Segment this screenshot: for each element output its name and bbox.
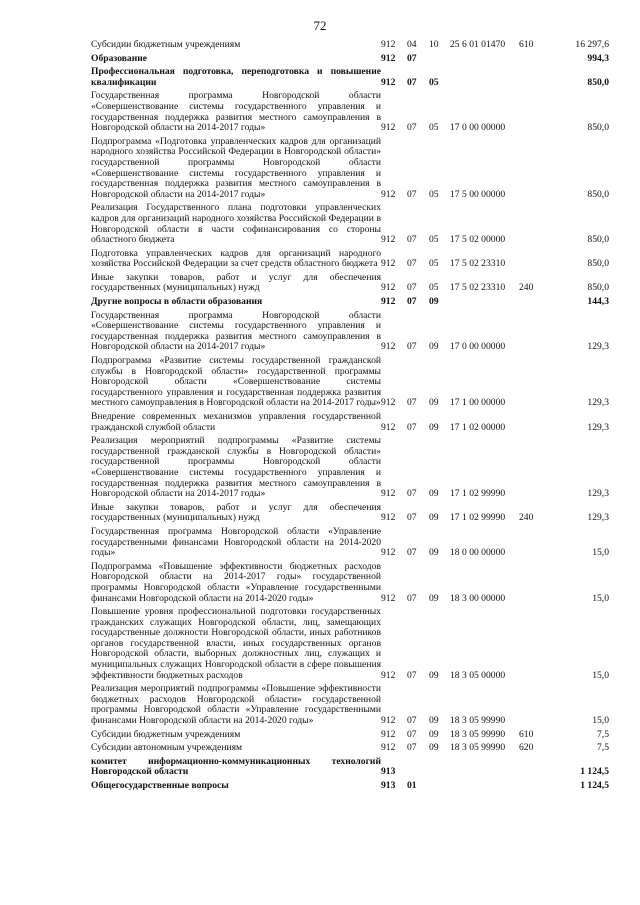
row-expense-type-cell (519, 297, 547, 311)
row-ved-cell: 912 (381, 296, 396, 308)
row-subsection-cell: 09 (429, 512, 439, 524)
row-expense-type-cell: 240 (519, 512, 534, 524)
row-target-article-cell: 17 5 02 23310 (450, 258, 506, 270)
table-row (91, 54, 609, 68)
row-ved-cell: 912 (381, 547, 396, 559)
row-sum-cell: 129,3 (587, 341, 609, 353)
row-name-cell: Подпрограмма «Подготовка управленческих кадров для организаций народного хозяйства Российской Федерации в Новгородской области» государственной программы Новгородской области «Совершенствование системы государственного управления и государственная поддержка развития местного самоуправления в Новгородской области на 2014-2017 годы» (91, 135, 381, 200)
row-sum-cell: 850,0 (587, 258, 609, 270)
row-target-article-cell: 17 5 02 23310 (450, 282, 506, 294)
row-target-article-cell: 17 1 02 99990 (450, 512, 506, 524)
row-section-cell: 07 (407, 188, 417, 200)
row-ved-cell: 912 (381, 282, 396, 294)
row-ved-cell: 912 (381, 592, 396, 604)
row-subsection-cell: 09 (429, 421, 439, 433)
row-subsection-cell: 09 (429, 715, 439, 727)
row-target-article-cell: 18 3 05 99990 (450, 715, 506, 727)
row-name-cell: Общегосударственные вопросы (91, 780, 229, 791)
row-name-cell: Другие вопросы в области образования (91, 296, 263, 308)
row-sum-cell: 994,3 (587, 52, 609, 64)
row-ved-cell: 913 (381, 780, 396, 791)
row-name-cell: Государственная программа Новгородской области «Совершенствование системы государственного управления и государственная поддержка развития местного самоуправления в Новгородской области на 2014-2017 годы» (91, 90, 381, 134)
row-expense-type-cell: 620 (519, 742, 534, 754)
row-target-article-cell: 17 1 00 00000 (450, 397, 506, 409)
row-section-cell: 07 (407, 296, 417, 308)
table-row (91, 503, 609, 527)
row-expense-type-cell (519, 203, 547, 248)
row-section-cell: 07 (407, 488, 417, 500)
row-ved-cell: 912 (381, 76, 396, 88)
row-name-cell: Иные закупки товаров, работ и услуг для обеспечения государственных (муниципальных) нужд (91, 271, 381, 294)
row-ved-cell: 912 (381, 421, 396, 433)
table-row (91, 527, 609, 562)
row-expense-type-cell (519, 137, 547, 204)
row-name-cell: Образование (91, 52, 148, 64)
row-expense-type-cell: 610 (519, 728, 534, 740)
row-subsection-cell (429, 757, 450, 781)
row-ved-cell: 912 (381, 512, 396, 524)
row-name-cell: Иные закупки товаров, работ и услуг для обеспечения государственных (муниципальных) нужд (91, 501, 381, 524)
row-expense-type-cell (519, 527, 547, 562)
table-row (91, 412, 609, 436)
row-section-cell: 07 (407, 122, 417, 134)
row-target-article-cell: 18 3 00 00000 (450, 592, 506, 604)
row-section-cell: 07 (407, 76, 417, 88)
row-target-article-cell: 17 5 00 00000 (450, 188, 506, 200)
table-row (91, 297, 609, 311)
row-sum-cell: 129,3 (587, 421, 609, 433)
row-section-cell: 07 (407, 258, 417, 270)
row-sum-cell: 850,0 (587, 234, 609, 246)
table-row (91, 562, 609, 607)
row-section-cell: 07 (407, 234, 417, 246)
row-subsection-cell: 10 (429, 39, 439, 50)
row-sum-cell: 144,3 (587, 296, 609, 308)
table-row (91, 356, 609, 412)
page-number: 72 (313, 18, 327, 33)
row-sum-cell: 129,3 (587, 488, 609, 500)
row-section-cell (407, 757, 429, 781)
row-ved-cell: 912 (381, 52, 396, 64)
table-row (91, 91, 609, 136)
row-name-cell: Субсидии бюджетным учреждениям (91, 39, 241, 50)
row-section-cell: 01 (407, 780, 417, 791)
row-subsection-cell: 05 (429, 258, 439, 270)
row-expense-type-cell (519, 436, 547, 503)
row-subsection-cell: 05 (429, 76, 439, 88)
row-ved-cell: 912 (381, 742, 396, 754)
row-sum-cell: 15,0 (592, 715, 609, 727)
row-subsection-cell: 09 (429, 742, 439, 754)
row-name-cell: Подготовка управленческих кадров для организаций народного хозяйства Российской Федерации за счет средств областного бюджета (91, 247, 381, 270)
table-row (91, 249, 609, 273)
row-subsection-cell (429, 781, 450, 795)
row-target-article-cell: 18 3 05 99990 (450, 728, 506, 740)
table-row (91, 137, 609, 204)
row-expense-type-cell (519, 607, 547, 684)
row-expense-type-cell (519, 356, 547, 412)
row-ved-cell: 912 (381, 728, 396, 740)
row-name-cell: Повышение уровня профессиональной подготовки государственных гражданских служащих Новгородской области, лиц, замещающих государственные должности Новгородской области, иных работников органов государственной власти, иных государственных органов Новгородской области, выборных должностных лиц, служащих и муниципальных служащих Новгородской области в сфере повышения эффективности бюджетных расходов (91, 606, 381, 681)
row-ved-cell: 912 (381, 234, 396, 246)
row-target-article-cell: 17 1 02 00000 (450, 421, 506, 433)
budget-table (91, 40, 609, 795)
row-target-article-cell: 18 3 05 99990 (450, 742, 506, 754)
row-subsection-cell: 09 (429, 669, 439, 681)
row-subsection-cell: 05 (429, 188, 439, 200)
row-target-article-cell: 17 0 00 00000 (450, 341, 506, 353)
row-sum-cell: 1 124,5 (580, 766, 609, 778)
row-sum-cell: 850,0 (587, 188, 609, 200)
row-target-article-cell: 25 6 01 01470 (450, 39, 506, 50)
row-expense-type-cell (519, 311, 547, 356)
row-name-cell: комитет информационно-коммуникационных технологий Новгородской области (91, 755, 381, 778)
row-section-cell: 07 (407, 742, 417, 754)
row-expense-type-cell (519, 412, 547, 436)
table-row (91, 607, 609, 684)
row-subsection-cell (429, 54, 450, 68)
row-target-article-cell: 18 0 00 00000 (450, 547, 506, 559)
table-row (91, 40, 609, 54)
row-expense-type-cell (519, 54, 547, 68)
row-subsection-cell: 05 (429, 282, 439, 294)
row-sum-cell: 16 297,6 (575, 39, 609, 50)
row-section-cell: 07 (407, 669, 417, 681)
row-subsection-cell: 09 (429, 397, 439, 409)
row-target-article-cell (450, 781, 519, 795)
row-ved-cell: 912 (381, 341, 396, 353)
table-row (91, 757, 609, 781)
row-ved-cell: 912 (381, 122, 396, 134)
row-sum-cell: 850,0 (587, 282, 609, 294)
row-ved-cell: 912 (381, 397, 396, 409)
row-ved-cell: 912 (381, 39, 396, 50)
row-ved-cell: 912 (381, 258, 396, 270)
row-sum-cell: 850,0 (587, 122, 609, 134)
table-row (91, 684, 609, 729)
table-row (91, 743, 609, 757)
row-expense-type-cell: 240 (519, 282, 534, 294)
row-sum-cell: 7,5 (597, 728, 609, 740)
row-name-cell: Профессиональная подготовка, переподготовка и повышение квалификации (91, 66, 381, 88)
row-expense-type-cell (519, 562, 547, 607)
row-section-cell: 04 (407, 39, 417, 50)
row-expense-type-cell (519, 91, 547, 136)
table-row (91, 311, 609, 356)
table-row (91, 781, 609, 795)
row-expense-type-cell: 610 (519, 39, 534, 50)
row-ved-cell: 913 (381, 766, 396, 778)
table-row (91, 436, 609, 503)
row-section-cell: 07 (407, 52, 417, 64)
row-name-cell: Реализация Государственного плана подготовки управленческих кадров для организаций народного хозяйства Российской Федерации в Новгородской области в части софинансирования со стороны областного бюджета (91, 202, 381, 246)
row-expense-type-cell (519, 781, 547, 795)
row-sum-cell: 15,0 (592, 547, 609, 559)
row-sum-cell: 1 124,5 (580, 780, 609, 791)
row-ved-cell: 912 (381, 669, 396, 681)
row-expense-type-cell (519, 67, 547, 91)
row-expense-type-cell (519, 757, 547, 781)
row-expense-type-cell (519, 684, 547, 729)
row-subsection-cell: 09 (429, 296, 439, 308)
row-subsection-cell: 05 (429, 122, 439, 134)
row-section-cell: 07 (407, 715, 417, 727)
budget-table-body (91, 40, 609, 795)
row-subsection-cell: 09 (429, 547, 439, 559)
row-name-cell: Реализация мероприятий подпрограммы «Повышение эффективности бюджетных расходов Новгородской области» государственной программы Новгородской области «Управление государственными финансами Новгородской области на 2014-2020 годы» (91, 683, 381, 727)
row-section-cell: 07 (407, 421, 417, 433)
row-ved-cell: 912 (381, 488, 396, 500)
row-target-article-cell: 17 0 00 00000 (450, 122, 506, 134)
row-section-cell: 07 (407, 282, 417, 294)
row-subsection-cell: 09 (429, 488, 439, 500)
row-target-article-cell (450, 757, 519, 781)
row-sum-cell: 15,0 (592, 592, 609, 604)
row-target-article-cell (450, 67, 519, 91)
row-target-article-cell (450, 54, 519, 68)
row-name-cell: Подпрограмма «Повышение эффективности бюджетных расходов Новгородской области на 2014-2017 годы» государственной программы Новгородской области «Управление государственными финансами Новгородской области на 2014-2020 годы» (91, 560, 381, 604)
row-name-cell: Реализация мероприятий подпрограммы «Развитие системы государственной гражданской службы в Новгородской области» государственной программы Новгородской области «Совершенствование системы государственного управления и государственная поддержка развития местного самоуправления в Новгородской области на 2014-2017 годы» (91, 435, 381, 500)
row-subsection-cell: 09 (429, 592, 439, 604)
row-ved-cell: 912 (381, 715, 396, 727)
row-target-article-cell (450, 297, 519, 311)
row-name-cell: Государственная программа Новгородской области «Управление государственными финансами Новгородской области на 2014-2020 годы» (91, 525, 381, 559)
row-name-cell: Подпрограмма «Развитие системы государственной гражданской службы в Новгородской области» государственной программы Новгородской области «Совершенствование системы государственного управления и государственная поддержка развития местного самоуправления в Новгородской области на 2014-2017 годы» (91, 355, 381, 409)
row-subsection-cell: 09 (429, 341, 439, 353)
row-target-article-cell: 17 1 02 99990 (450, 488, 506, 500)
row-section-cell: 07 (407, 592, 417, 604)
row-name-cell: Субсидии автономным учреждениям (91, 742, 243, 754)
row-name-cell: Внедрение современных механизмов управления государственной гражданской службой области (91, 411, 381, 433)
row-ved-cell: 912 (381, 188, 396, 200)
row-section-cell: 07 (407, 728, 417, 740)
table-row (91, 203, 609, 248)
row-sum-cell: 15,0 (592, 669, 609, 681)
table-row (91, 273, 609, 297)
row-section-cell: 07 (407, 397, 417, 409)
row-section-cell: 07 (407, 512, 417, 524)
row-sum-cell: 7,5 (597, 742, 609, 754)
row-expense-type-cell (519, 249, 547, 273)
row-sum-cell: 850,0 (587, 76, 609, 88)
row-sum-cell: 129,3 (587, 397, 609, 409)
row-subsection-cell: 09 (429, 728, 439, 740)
row-target-article-cell: 18 3 05 00000 (450, 669, 506, 681)
row-sum-cell: 129,3 (587, 512, 609, 524)
table-row (91, 730, 609, 744)
row-name-cell: Субсидии бюджетным учреждениям (91, 728, 241, 740)
row-section-cell: 07 (407, 341, 417, 353)
row-target-article-cell: 17 5 02 00000 (450, 234, 506, 246)
table-row (91, 67, 609, 91)
row-name-cell: Государственная программа Новгородской области «Совершенствование системы государственного управления и государственная поддержка развития местного самоуправления в Новгородской области на 2014-2017 годы» (91, 309, 381, 353)
row-section-cell: 07 (407, 547, 417, 559)
row-subsection-cell: 05 (429, 234, 439, 246)
